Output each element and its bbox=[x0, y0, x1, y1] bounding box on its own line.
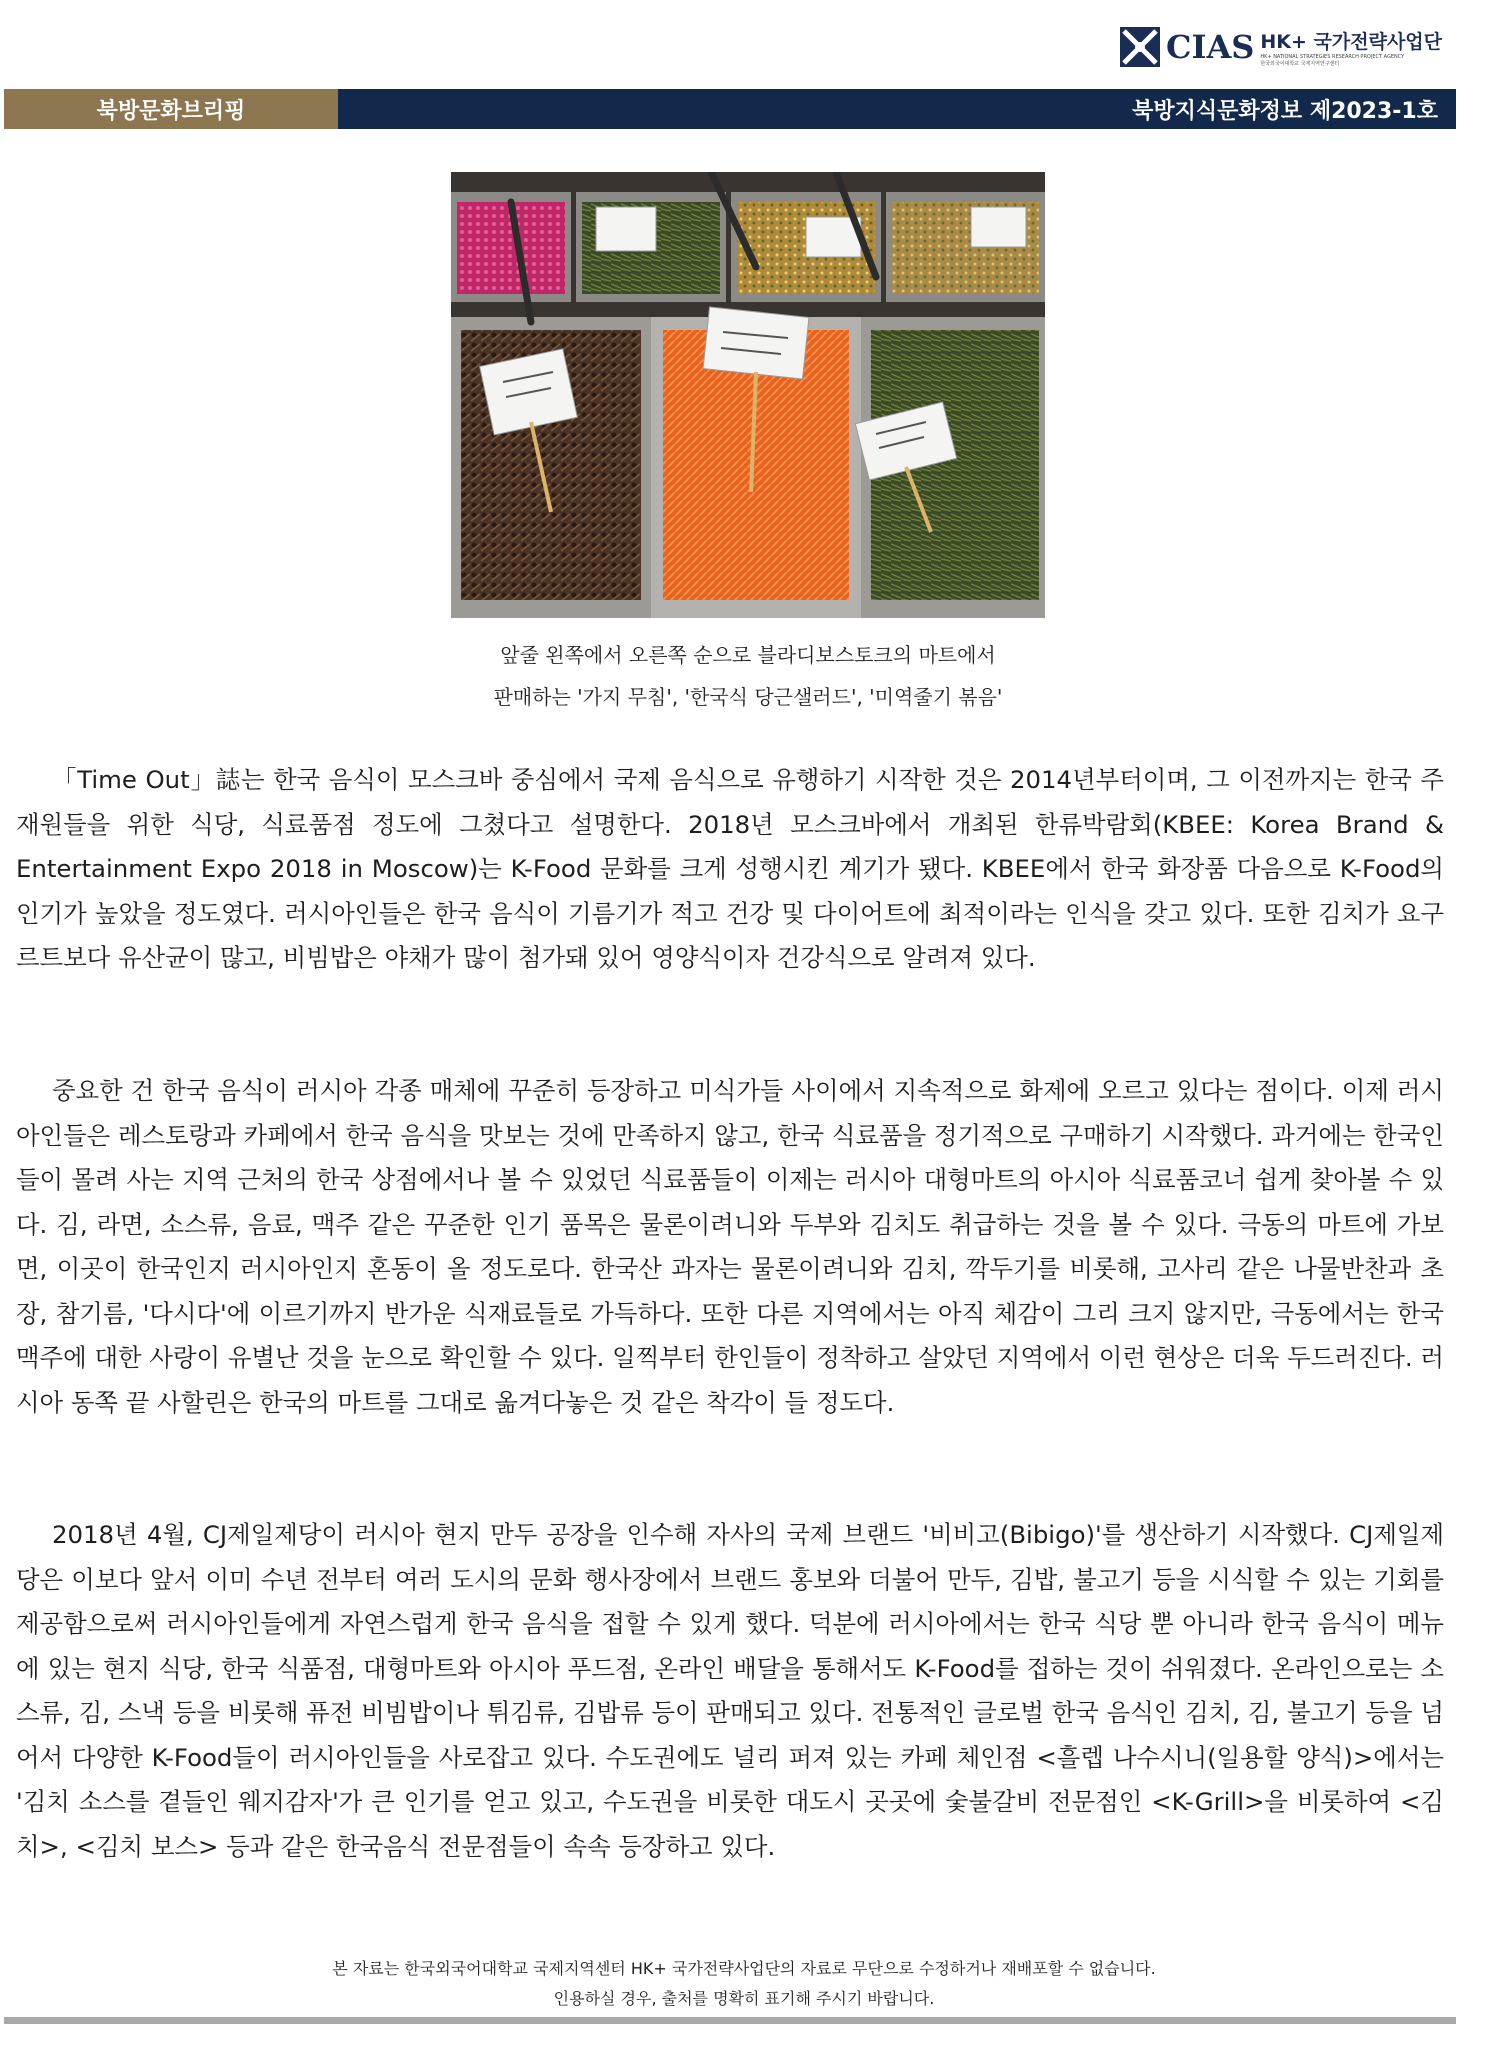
copyright-footer bbox=[0, 1954, 1488, 2014]
market-salad-illustration bbox=[451, 172, 1045, 618]
footer-line-1: 본 자료는 한국외국어대학교 국제지역센터 HK+ 국가전략사업단의 자료로 무단으로 수정하거나 재배포할 수 없습니다. bbox=[332, 1959, 1156, 1978]
cias-emblem-icon bbox=[1118, 25, 1162, 69]
body-paragraph-1: 「Time Out」誌는 한국 음식이 모스크바 중심에서 국제 음식으로 유행하기 시작한 것은 2014년부터이며, 그 이전까지는 한국 주재원들을 위한 식당, 식료품점 정도에 그쳤다고 설명한다. 2018년 모스크바에서 개최된 한류박람회(KBEE: Korea Brand & Entertainment Expo 2018 in Moscow)는 K-Food 문화를 크게 성행시킨 계기가 됐다. KBEE에서 한국 화장품 다음으로 K-Food의 인기가 높았을 정도였다. 러시아인들은 한국 음식이 기름기가 적고 건강 및 다이어트에 최적이라는 인식을 갖고 있다. 또한 김치가 요구르트보다 유산균이 많고, 비빔밥은 야채가 많이 첨가돼 있어 영양식이자 건강식으로 알려져 있다. bbox=[16, 765, 1444, 972]
market-salad-photo bbox=[451, 172, 1045, 618]
cias-logo bbox=[1118, 22, 1458, 72]
logo-subtitle-en: HK+ NATIONAL STRATEGIES RESEARCH PROJECT AGENCY bbox=[1260, 53, 1405, 60]
footer-line-2: 인용하실 경우, 출처를 명확히 표기해 주시기 바랍니다. bbox=[553, 1989, 935, 2008]
footer-divider bbox=[4, 2017, 1456, 2024]
header-banner bbox=[4, 89, 1456, 129]
logo-text-block bbox=[1260, 27, 1442, 68]
logo-title: HK+ 국가전략사업단 bbox=[1260, 30, 1443, 53]
banner-section-label: 북방문화브리핑 bbox=[4, 89, 338, 129]
logo-cias-text: CIAS bbox=[1166, 28, 1255, 66]
caption-line-1: 앞줄 왼쪽에서 오른쪽 순으로 블라디보스토크의 마트에서 bbox=[500, 643, 996, 667]
body-paragraph-2: 중요한 건 한국 음식이 러시아 각종 매체에 꾸준히 등장하고 미식가들 사이에서 지속적으로 화제에 오르고 있다는 점이다. 이제 러시아인들은 레스토랑과 카페에서 한국 음식을 맛보는 것에 만족하지 않고, 한국 식료품을 정기적으로 구매하기 시작했다. 과거에는 한국인들이 몰려 사는 지역 근처의 한국 상점에서나 볼 수 있었던 식료품들이 이제는 러시아 대형마트의 아시아 식료품코너 쉽게 찾아볼 수 있다. 김, 라면, 소스류, 음료, 맥주 같은 꾸준한 인기 품목은 물론이려니와 두부와 김치도 취급하는 것을 볼 수 있다. 극동의 마트에 가보면, 이곳이 한국인지 러시아인지 혼동이 올 정도로다. 한국산 과자는 물론이려니와 김치, 깍두기를 비롯해, 고사리 같은 나물반찬과 초장, 참기름, '다시다'에 이르기까지 반가운 식재료들로 가득하다. 또한 다른 지역에서는 아직 체감이 그리 크지 않지만, 극동에서는 한국 맥주에 대한 사랑이 유별난 것을 눈으로 확인할 수 있다. 일찍부터 한인들이 정착하고 살았던 지역에서 이런 현상은 더욱 두드러진다. 러시아 동쪽 끝 사할린은 한국의 마트를 그대로 옮겨다놓은 것 같은 착각이 들 정도다. bbox=[16, 1076, 1444, 1417]
figure-caption bbox=[380, 634, 1116, 718]
banner-issue-label: 북방지식문화정보 제2023-1호 bbox=[1132, 98, 1438, 124]
caption-line-2: 판매하는 '가지 무침', '한국식 당근샐러드', '미역줄기 볶음' bbox=[493, 685, 1003, 709]
logo-subtitle-ko: 한국외국어대학교 국제지역연구센터 bbox=[1260, 60, 1340, 67]
body-paragraph-3: 2018년 4월, CJ제일제당이 러시아 현지 만두 공장을 인수해 자사의 국제 브랜드 '비비고(Bibigo)'를 생산하기 시작했다. CJ제일제당은 이보다 앞서 이미 수년 전부터 여러 도시의 문화 행사장에서 브랜드 홍보와 더불어 만두, 김밥, 불고기 등을 시식할 수 있는 기회를 제공함으로써 러시아인들에게 자연스럽게 한국 음식을 접할 수 있게 했다. 덕분에 러시아에서는 한국 식당 뿐 아니라 한국 음식이 메뉴에 있는 현지 식당, 한국 식품점, 대형마트와 아시아 푸드점, 온라인 배달을 통해서도 K-Food를 접하는 것이 쉬워졌다. 온라인으로는 소스류, 김, 스낵 등을 비롯해 퓨전 비빔밥이나 튀김류, 김밥류 등이 판매되고 있다. 전통적인 글로벌 한국 음식인 김치, 김, 불고기 등을 넘어서 다양한 K-Food들이 러시아인들을 사로잡고 있다. 수도권에도 널리 퍼져 있는 카페 체인점 <흘렙 나수시니(일용할 양식)>에서는 '김치 소스를 곁들인 웨지감자'가 큰 인기를 얻고 있고, 수도권을 비롯한 대도시 곳곳에 숯불갈비 전문점인 <K-Grill>을 비롯하여 <김치>, <김치 보스> 등과 같은 한국음식 전문점들이 속속 등장하고 있다. bbox=[16, 1520, 1444, 1861]
